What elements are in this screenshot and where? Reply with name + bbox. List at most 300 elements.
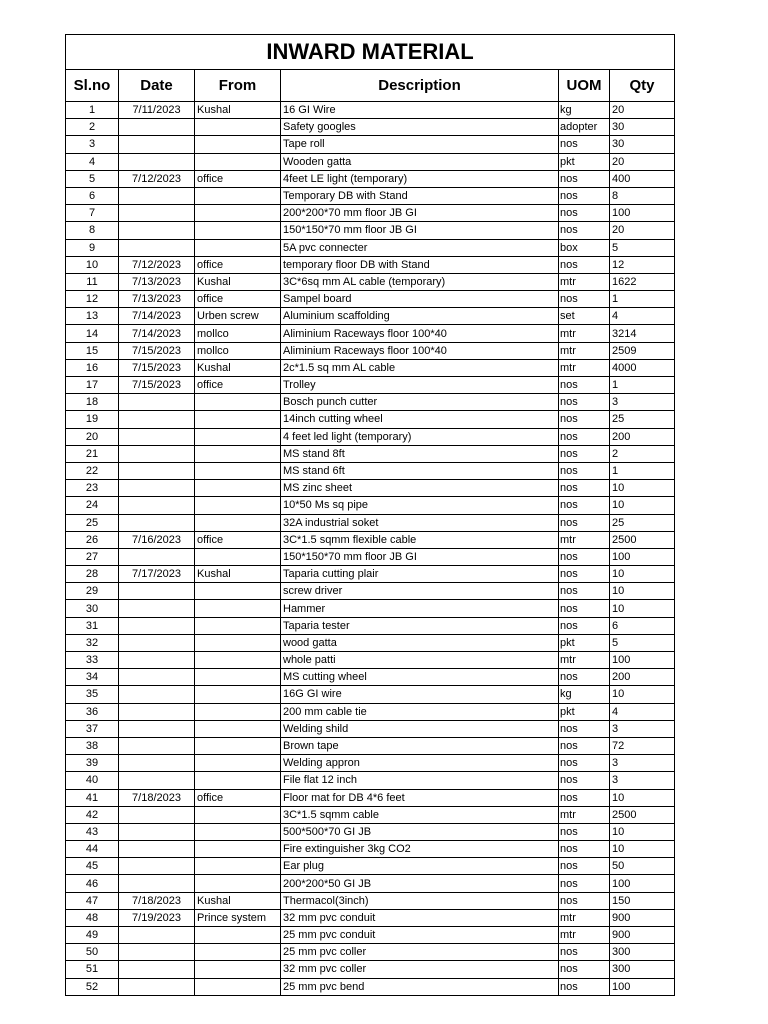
table-row <box>66 377 675 394</box>
cell-date <box>119 978 195 995</box>
table-row <box>66 359 675 376</box>
cell-uom: nos <box>559 875 610 892</box>
cell-description: 32 mm pvc coller <box>281 961 559 978</box>
cell-uom: nos <box>559 617 610 634</box>
table-row <box>66 978 675 995</box>
cell-slno: 39 <box>66 755 119 772</box>
cell-slno: 40 <box>66 772 119 789</box>
table-row <box>66 170 675 187</box>
inward-material-sheet <box>65 34 674 996</box>
cell-from <box>195 462 281 479</box>
cell-date: 7/18/2023 <box>119 892 195 909</box>
cell-uom: nos <box>559 136 610 153</box>
cell-date: 7/13/2023 <box>119 291 195 308</box>
cell-slno: 33 <box>66 652 119 669</box>
cell-slno: 44 <box>66 841 119 858</box>
cell-slno: 23 <box>66 480 119 497</box>
cell-uom: nos <box>559 377 610 394</box>
cell-uom: nos <box>559 978 610 995</box>
cell-slno: 35 <box>66 686 119 703</box>
cell-slno: 37 <box>66 720 119 737</box>
cell-date <box>119 462 195 479</box>
cell-from <box>195 514 281 531</box>
cell-qty: 20 <box>610 153 675 170</box>
cell-date: 7/12/2023 <box>119 170 195 187</box>
cell-qty: 900 <box>610 909 675 926</box>
cell-slno: 30 <box>66 600 119 617</box>
cell-slno: 45 <box>66 858 119 875</box>
cell-uom: nos <box>559 720 610 737</box>
cell-qty: 3 <box>610 755 675 772</box>
cell-date: 7/16/2023 <box>119 531 195 548</box>
table-row <box>66 325 675 342</box>
cell-slno: 27 <box>66 548 119 565</box>
cell-from <box>195 841 281 858</box>
cell-slno: 5 <box>66 170 119 187</box>
cell-from <box>195 428 281 445</box>
cell-uom: nos <box>559 600 610 617</box>
cell-uom: mtr <box>559 342 610 359</box>
cell-uom: nos <box>559 669 610 686</box>
cell-qty: 30 <box>610 136 675 153</box>
cell-qty: 20 <box>610 102 675 119</box>
cell-description: 200*200*50 GI JB <box>281 875 559 892</box>
cell-uom: nos <box>559 187 610 204</box>
cell-date <box>119 514 195 531</box>
table-row <box>66 256 675 273</box>
cell-qty: 100 <box>610 875 675 892</box>
cell-from: office <box>195 789 281 806</box>
cell-uom: adopter <box>559 119 610 136</box>
cell-uom: mtr <box>559 359 610 376</box>
cell-from <box>195 617 281 634</box>
cell-slno: 43 <box>66 823 119 840</box>
cell-date: 7/15/2023 <box>119 342 195 359</box>
cell-slno: 10 <box>66 256 119 273</box>
cell-slno: 36 <box>66 703 119 720</box>
inward-material-table <box>65 34 675 996</box>
cell-date <box>119 445 195 462</box>
cell-date <box>119 652 195 669</box>
cell-slno: 28 <box>66 566 119 583</box>
cell-date <box>119 222 195 239</box>
cell-description: Tape roll <box>281 136 559 153</box>
cell-date <box>119 239 195 256</box>
table-row <box>66 136 675 153</box>
cell-uom: nos <box>559 858 610 875</box>
cell-uom: nos <box>559 737 610 754</box>
cell-slno: 24 <box>66 497 119 514</box>
table-row <box>66 514 675 531</box>
cell-from: office <box>195 531 281 548</box>
cell-slno: 49 <box>66 927 119 944</box>
cell-date <box>119 119 195 136</box>
cell-uom: nos <box>559 583 610 600</box>
cell-uom: nos <box>559 256 610 273</box>
table-row <box>66 291 675 308</box>
table-row <box>66 617 675 634</box>
cell-date <box>119 153 195 170</box>
cell-description: 32A industrial soket <box>281 514 559 531</box>
cell-from <box>195 755 281 772</box>
cell-from <box>195 205 281 222</box>
cell-uom: mtr <box>559 909 610 926</box>
cell-from <box>195 239 281 256</box>
cell-qty: 4000 <box>610 359 675 376</box>
cell-qty: 8 <box>610 187 675 204</box>
cell-qty: 10 <box>610 600 675 617</box>
cell-from <box>195 737 281 754</box>
cell-slno: 17 <box>66 377 119 394</box>
cell-qty: 200 <box>610 669 675 686</box>
table-row <box>66 652 675 669</box>
cell-date <box>119 480 195 497</box>
cell-date <box>119 858 195 875</box>
cell-from: Kushal <box>195 102 281 119</box>
cell-uom: mtr <box>559 273 610 290</box>
cell-description: 2c*1.5 sq mm AL cable <box>281 359 559 376</box>
cell-description: MS stand 6ft <box>281 462 559 479</box>
cell-slno: 2 <box>66 119 119 136</box>
cell-uom: nos <box>559 205 610 222</box>
cell-date: 7/17/2023 <box>119 566 195 583</box>
cell-slno: 15 <box>66 342 119 359</box>
cell-slno: 18 <box>66 394 119 411</box>
cell-qty: 10 <box>610 789 675 806</box>
cell-uom: nos <box>559 497 610 514</box>
cell-from <box>195 222 281 239</box>
cell-description: 5A pvc connecter <box>281 239 559 256</box>
cell-slno: 12 <box>66 291 119 308</box>
cell-date <box>119 806 195 823</box>
cell-from <box>195 583 281 600</box>
cell-uom: nos <box>559 755 610 772</box>
cell-from: Prince system <box>195 909 281 926</box>
cell-qty: 100 <box>610 652 675 669</box>
cell-date <box>119 583 195 600</box>
cell-from <box>195 411 281 428</box>
cell-description: 25 mm pvc bend <box>281 978 559 995</box>
cell-date <box>119 394 195 411</box>
cell-slno: 4 <box>66 153 119 170</box>
cell-uom: nos <box>559 394 610 411</box>
cell-from <box>195 875 281 892</box>
cell-from <box>195 823 281 840</box>
cell-description: 25 mm pvc coller <box>281 944 559 961</box>
cell-description: wood gatta <box>281 634 559 651</box>
cell-date <box>119 205 195 222</box>
cell-uom: mtr <box>559 927 610 944</box>
cell-from <box>195 445 281 462</box>
cell-uom: nos <box>559 823 610 840</box>
cell-description: Trolley <box>281 377 559 394</box>
cell-description: Taparia cutting plair <box>281 566 559 583</box>
cell-slno: 29 <box>66 583 119 600</box>
cell-qty: 3 <box>610 394 675 411</box>
cell-uom: kg <box>559 686 610 703</box>
cell-description: 16 GI Wire <box>281 102 559 119</box>
cell-description: 4feet LE light (temporary) <box>281 170 559 187</box>
cell-slno: 32 <box>66 634 119 651</box>
cell-description: Aluminium scaffolding <box>281 308 559 325</box>
table-row <box>66 583 675 600</box>
cell-qty: 10 <box>610 497 675 514</box>
cell-description: 3C*1.5 sqmm flexible cable <box>281 531 559 548</box>
cell-slno: 41 <box>66 789 119 806</box>
cell-from <box>195 119 281 136</box>
cell-date <box>119 755 195 772</box>
cell-qty: 50 <box>610 858 675 875</box>
cell-slno: 48 <box>66 909 119 926</box>
cell-from <box>195 858 281 875</box>
cell-from <box>195 187 281 204</box>
cell-description: 500*500*70 GI JB <box>281 823 559 840</box>
cell-slno: 52 <box>66 978 119 995</box>
cell-qty: 25 <box>610 514 675 531</box>
cell-description: 25 mm pvc conduit <box>281 927 559 944</box>
cell-description: 10*50 Ms sq pipe <box>281 497 559 514</box>
cell-from: Kushal <box>195 892 281 909</box>
cell-qty: 3 <box>610 772 675 789</box>
cell-description: 200*200*70 mm floor JB GI <box>281 205 559 222</box>
cell-qty: 1 <box>610 291 675 308</box>
cell-from <box>195 720 281 737</box>
table-row <box>66 720 675 737</box>
table-row <box>66 153 675 170</box>
cell-description: 200 mm cable tie <box>281 703 559 720</box>
cell-uom: kg <box>559 102 610 119</box>
cell-slno: 26 <box>66 531 119 548</box>
cell-slno: 25 <box>66 514 119 531</box>
table-row <box>66 703 675 720</box>
header-qty: Qty <box>610 70 675 102</box>
cell-date: 7/19/2023 <box>119 909 195 926</box>
table-row <box>66 772 675 789</box>
table-row <box>66 789 675 806</box>
cell-slno: 46 <box>66 875 119 892</box>
cell-uom: nos <box>559 170 610 187</box>
cell-description: Wooden gatta <box>281 153 559 170</box>
cell-from <box>195 153 281 170</box>
cell-slno: 47 <box>66 892 119 909</box>
cell-uom: pkt <box>559 153 610 170</box>
cell-uom: pkt <box>559 634 610 651</box>
cell-uom: nos <box>559 789 610 806</box>
cell-description: temporary floor DB with Stand <box>281 256 559 273</box>
table-row <box>66 686 675 703</box>
header-from: From <box>195 70 281 102</box>
cell-description: MS zinc sheet <box>281 480 559 497</box>
cell-qty: 200 <box>610 428 675 445</box>
header-row <box>66 70 675 102</box>
cell-description: 150*150*70 mm floor JB GI <box>281 222 559 239</box>
cell-qty: 12 <box>610 256 675 273</box>
cell-from: mollco <box>195 342 281 359</box>
cell-date <box>119 634 195 651</box>
cell-slno: 1 <box>66 102 119 119</box>
header-description: Description <box>281 70 559 102</box>
cell-from <box>195 600 281 617</box>
cell-from <box>195 686 281 703</box>
cell-slno: 6 <box>66 187 119 204</box>
header-uom: UOM <box>559 70 610 102</box>
cell-qty: 2509 <box>610 342 675 359</box>
cell-uom: nos <box>559 772 610 789</box>
cell-from: Kushal <box>195 566 281 583</box>
table-row <box>66 600 675 617</box>
cell-description: Hammer <box>281 600 559 617</box>
cell-date <box>119 737 195 754</box>
cell-date <box>119 669 195 686</box>
cell-from: Urben screw <box>195 308 281 325</box>
cell-date <box>119 548 195 565</box>
cell-date <box>119 841 195 858</box>
cell-date: 7/15/2023 <box>119 377 195 394</box>
cell-qty: 72 <box>610 737 675 754</box>
cell-date <box>119 720 195 737</box>
cell-from: office <box>195 291 281 308</box>
cell-description: File flat 12 inch <box>281 772 559 789</box>
cell-uom: nos <box>559 961 610 978</box>
cell-date <box>119 187 195 204</box>
table-row <box>66 308 675 325</box>
cell-qty: 100 <box>610 978 675 995</box>
cell-slno: 11 <box>66 273 119 290</box>
cell-description: whole patti <box>281 652 559 669</box>
cell-qty: 4 <box>610 703 675 720</box>
cell-slno: 51 <box>66 961 119 978</box>
table-row <box>66 806 675 823</box>
cell-slno: 34 <box>66 669 119 686</box>
cell-date <box>119 944 195 961</box>
cell-qty: 100 <box>610 548 675 565</box>
cell-date: 7/14/2023 <box>119 325 195 342</box>
cell-date <box>119 617 195 634</box>
table-row <box>66 823 675 840</box>
cell-date <box>119 411 195 428</box>
cell-from <box>195 703 281 720</box>
cell-date <box>119 428 195 445</box>
cell-slno: 42 <box>66 806 119 823</box>
cell-from <box>195 772 281 789</box>
table-row <box>66 944 675 961</box>
cell-uom: nos <box>559 462 610 479</box>
cell-qty: 20 <box>610 222 675 239</box>
cell-from <box>195 927 281 944</box>
cell-qty: 10 <box>610 566 675 583</box>
cell-slno: 38 <box>66 737 119 754</box>
cell-from <box>195 669 281 686</box>
cell-uom: mtr <box>559 806 610 823</box>
cell-uom: box <box>559 239 610 256</box>
cell-description: Brown tape <box>281 737 559 754</box>
table-row <box>66 634 675 651</box>
table-row <box>66 961 675 978</box>
table-row <box>66 239 675 256</box>
cell-qty: 3 <box>610 720 675 737</box>
cell-uom: mtr <box>559 531 610 548</box>
cell-date <box>119 497 195 514</box>
table-row <box>66 531 675 548</box>
cell-uom: nos <box>559 514 610 531</box>
table-row <box>66 222 675 239</box>
cell-from <box>195 806 281 823</box>
cell-uom: nos <box>559 566 610 583</box>
cell-qty: 10 <box>610 583 675 600</box>
cell-from <box>195 548 281 565</box>
cell-slno: 20 <box>66 428 119 445</box>
cell-from <box>195 978 281 995</box>
cell-from: office <box>195 256 281 273</box>
table-row <box>66 187 675 204</box>
cell-description: Taparia tester <box>281 617 559 634</box>
cell-qty: 300 <box>610 961 675 978</box>
cell-date <box>119 927 195 944</box>
cell-uom: nos <box>559 480 610 497</box>
cell-from: Kushal <box>195 273 281 290</box>
cell-description: 3C*1.5 sqmm cable <box>281 806 559 823</box>
table-row <box>66 462 675 479</box>
cell-description: Thermacol(3inch) <box>281 892 559 909</box>
cell-date: 7/18/2023 <box>119 789 195 806</box>
cell-description: Sampel board <box>281 291 559 308</box>
table-row <box>66 411 675 428</box>
cell-from <box>195 944 281 961</box>
cell-date <box>119 686 195 703</box>
cell-description: 32 mm pvc conduit <box>281 909 559 926</box>
cell-slno: 50 <box>66 944 119 961</box>
cell-description: Fire extinguisher 3kg CO2 <box>281 841 559 858</box>
table-row <box>66 480 675 497</box>
cell-qty: 2500 <box>610 531 675 548</box>
cell-qty: 5 <box>610 634 675 651</box>
cell-date <box>119 823 195 840</box>
table-row <box>66 737 675 754</box>
cell-date: 7/11/2023 <box>119 102 195 119</box>
cell-uom: nos <box>559 291 610 308</box>
cell-from <box>195 480 281 497</box>
cell-description: 150*150*70 mm floor JB GI <box>281 548 559 565</box>
cell-slno: 3 <box>66 136 119 153</box>
cell-description: Ear plug <box>281 858 559 875</box>
cell-description: Welding appron <box>281 755 559 772</box>
table-row <box>66 428 675 445</box>
cell-from <box>195 961 281 978</box>
cell-description: Welding shild <box>281 720 559 737</box>
cell-slno: 21 <box>66 445 119 462</box>
cell-slno: 31 <box>66 617 119 634</box>
cell-date <box>119 703 195 720</box>
cell-description: 3C*6sq mm AL cable (temporary) <box>281 273 559 290</box>
table-row <box>66 342 675 359</box>
cell-date: 7/15/2023 <box>119 359 195 376</box>
cell-qty: 2 <box>610 445 675 462</box>
cell-qty: 10 <box>610 480 675 497</box>
table-row <box>66 841 675 858</box>
table-row <box>66 755 675 772</box>
table-row <box>66 892 675 909</box>
cell-uom: nos <box>559 445 610 462</box>
cell-description: Safety googles <box>281 119 559 136</box>
cell-date <box>119 961 195 978</box>
cell-from: mollco <box>195 325 281 342</box>
cell-slno: 8 <box>66 222 119 239</box>
cell-description: screw driver <box>281 583 559 600</box>
cell-qty: 100 <box>610 205 675 222</box>
table-row <box>66 909 675 926</box>
cell-qty: 2500 <box>610 806 675 823</box>
cell-qty: 30 <box>610 119 675 136</box>
